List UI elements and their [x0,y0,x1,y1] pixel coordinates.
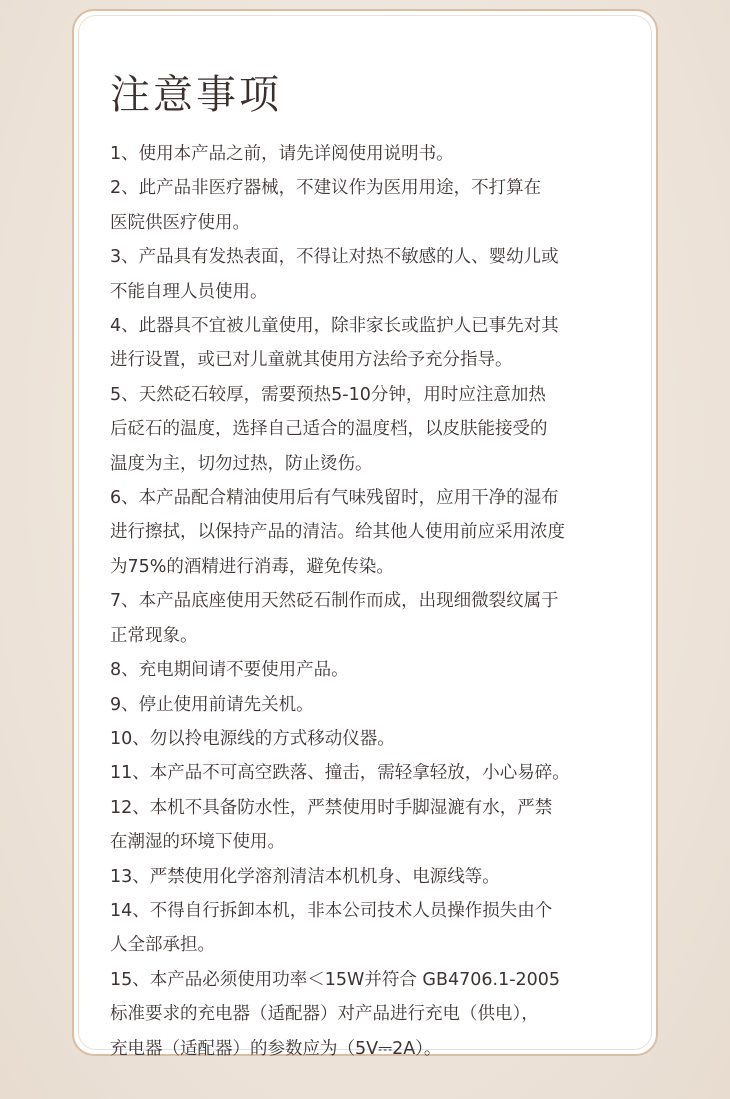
notice-line: 不能自理人员使用。 [110,281,268,302]
notice-item [110,378,640,481]
page-title: 注意事项 [110,72,282,118]
notice-item [110,584,640,653]
notice-item [110,894,640,963]
notice-item [110,653,640,687]
notice-line: 5、天然砭石较厚，需要预热5-10分钟，用时应注意加热 [110,384,546,405]
notice-item [110,756,640,790]
notice-line: 11、本产品不可高空跌落、撞击，需轻拿轻放，小心易碎。 [110,763,570,784]
notice-line: 13、严禁使用化学溶剂清洁本机机身、电源线等。 [110,866,500,887]
notice-line: 15、本产品必须使用功率＜15W并符合 GB4706.1-2005 [110,969,561,990]
notice-line: 为75%的酒精进行消毒，避免传染。 [110,556,394,577]
notice-item [110,240,640,309]
notice-line: 4、此器具不宜被儿童使用，除非家长或监护人已事先对其 [110,316,559,337]
notice-line: 1、使用本产品之前，请先详阅使用说明书。 [110,144,454,164]
notice-line: 人全部承担。 [110,935,215,956]
notice-item [110,688,640,722]
notice-line: 10、勿以拎电源线的方式移动仪器。 [110,728,395,749]
notice-item [110,722,640,756]
notice-line: 温度为主，切勿过热，防止烫伤。 [110,453,373,474]
notice-line: 12、本机不具备防水性，严禁使用时手脚湿漉有水，严禁 [110,797,553,818]
notice-line: 14、不得自行拆卸本机，非本公司技术人员操作损失由个 [110,900,553,921]
notice-line: 充电器（适配器）的参数应为（5V⎓2A）。 [110,1038,442,1059]
notice-line: 9、停止使用前请先关机。 [110,694,314,715]
notice-item [110,137,640,171]
notice-line: 7、本产品底座使用天然砭石制作而成，出现细微裂纹属于 [110,591,559,612]
notice-item [110,860,640,894]
notice-line: 进行设置，或已对儿童就其使用方法给予充分指导。 [110,350,513,371]
notice-list [110,137,640,1066]
notice-item [110,171,640,240]
notice-line: 标准要求的充电器（适配器）对产品进行充电（供电）， [110,1004,539,1025]
notice-line: 6、本产品配合精油使用后有气味残留时，应用干净的湿布 [110,488,559,509]
notice-line: 3、产品具有发热表面，不得让对热不敏感的人、婴幼儿或 [110,247,559,268]
notice-item [110,963,640,1066]
notice-line: 后砭石的温度，选择自己适合的温度档，以皮肤能接受的 [110,419,548,440]
notice-item [110,309,640,378]
notice-card [72,9,658,1059]
notice-line: 医院供医疗使用。 [110,212,250,233]
notice-line: 在潮湿的环境下使用。 [110,832,285,853]
notice-item [110,791,640,860]
notice-line: 2、此产品非医疗器械，不建议作为医用用途，不打算在 [110,178,542,199]
notice-line: 正常现象。 [110,625,198,646]
notice-line: 进行擦拭，以保持产品的清洁。给其他人使用前应采用浓度 [110,522,565,543]
notice-item [110,481,640,584]
notice-line: 8、充电期间请不要使用产品。 [110,660,349,681]
